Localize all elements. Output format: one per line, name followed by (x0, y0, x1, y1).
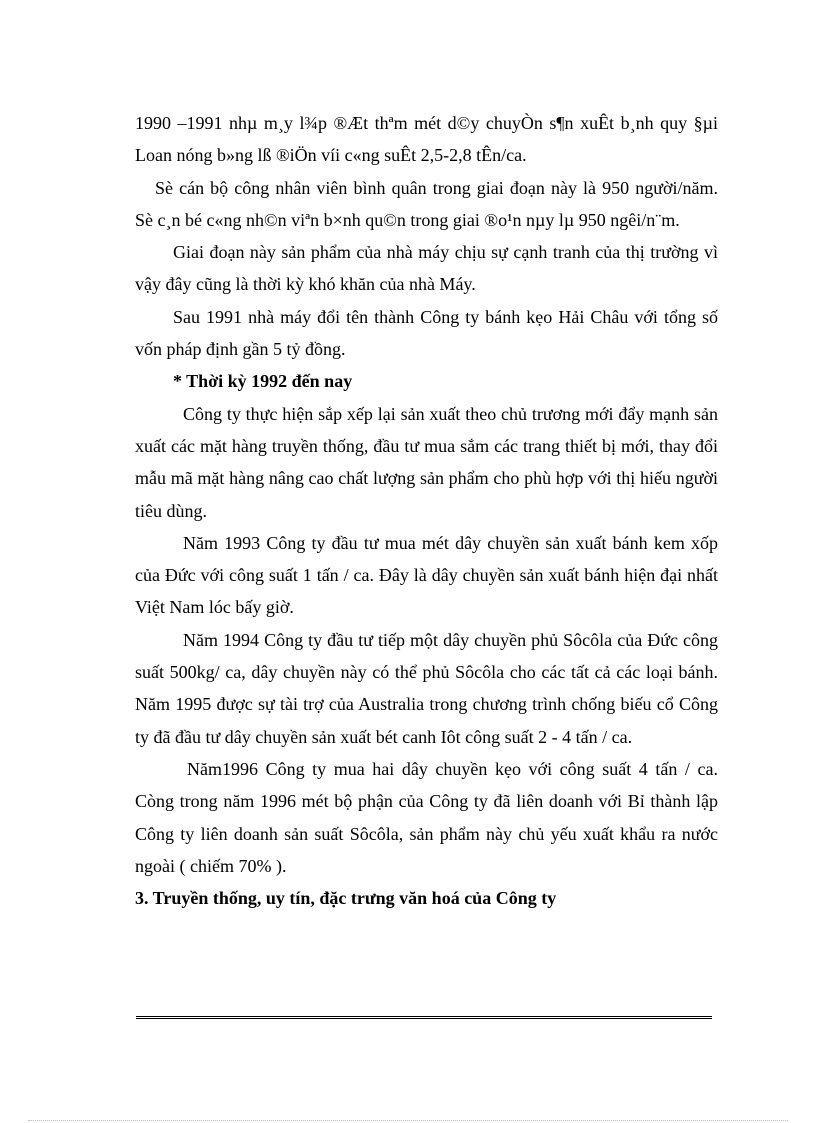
paragraph-staff-count: Sè cán bộ công nhân viên bình quân trong giai đoạn này là 950 người/năm. Sè c¸n bé c«ng nh©n viªn b×nh qu©n trong giai ®o¹n nµy lµ 950 ngêi/n¨m. (135, 177, 718, 230)
paragraph-competition: Giai đoạn này sản phẩm của nhà máy chịu sự cạnh tranh của thị trường vì vậy đây cũng là thời kỳ khó khăn của nhà Máy. (135, 242, 718, 295)
section-heading-3: 3. Truyền thống, uy tín, đặc trưng văn hoá của Công ty (135, 888, 557, 909)
footer-double-rule (136, 1016, 712, 1019)
paragraph-1996: Năm1996 Công ty mua hai dây chuyền kẹo với công suất 4 tấn / ca. Còng trong năm 1996 mét bộ phận của Công ty đã liên doanh với Bỉ thành lập Công ty liên doanh sản suất Sôcôla, sản phẩm này chủ yếu xuất khẩu ra nước ngoài ( chiếm 70% ). (135, 758, 718, 876)
paragraph-rename: Sau 1991 nhà máy đổi tên thành Công ty bánh kẹo Hải Châu với tổng số vốn pháp định gần 5 tỷ đồng. (135, 306, 718, 360)
page-edge-dotted-line (28, 1120, 788, 1121)
paragraph-1993: Năm 1993 Công ty đầu tư mua mét dây chuyền sản xuất bánh kem xốp của Đức với công suất 1 tấn / ca. Đây là dây chuyền sản xuất bánh hiện đại nhất Việt Nam lóc bấy giờ. (135, 532, 718, 618)
paragraph-1994-1995: Năm 1994 Công ty đầu tư tiếp một dây chuyền phủ Sôcôla của Đức công suất 500kg/ ca, dây chuyền này có thể phủ Sôcôla cho các tất cả các loại bánh. Năm 1995 được sự tài trợ của Australia trong chương trình chống biếu cổ Công ty đã đầu tư dây chuyền sản xuất bét canh Iôt công suất 2 - 4 tấn / ca. (135, 629, 718, 747)
paragraph-1990-line: 1990 –1991 nhµ m¸y l¾p ®Æt thªm mét d©y chuyÒn s¶n xuÊt b¸nh quy §µi Loan nóng b»ng lß ®iÖn víi c«ng suÊt 2,5-2,8 tÊn/ca. (135, 113, 718, 166)
section-heading-1992: * Thời kỳ 1992 đến nay (173, 371, 353, 392)
paragraph-reorganization: Công ty thực hiện sắp xếp lại sản xuất theo chủ trương mới đẩy mạnh sản xuất các mặt hàng truyền thống, đầu tư mua sắm các trang thiết bị mới, thay đổi mẫu mã mặt hàng nâng cao chất lượng sản phẩm cho phù hợp với thị hiếu người tiêu dùng. (135, 403, 718, 521)
document-body (135, 107, 718, 914)
